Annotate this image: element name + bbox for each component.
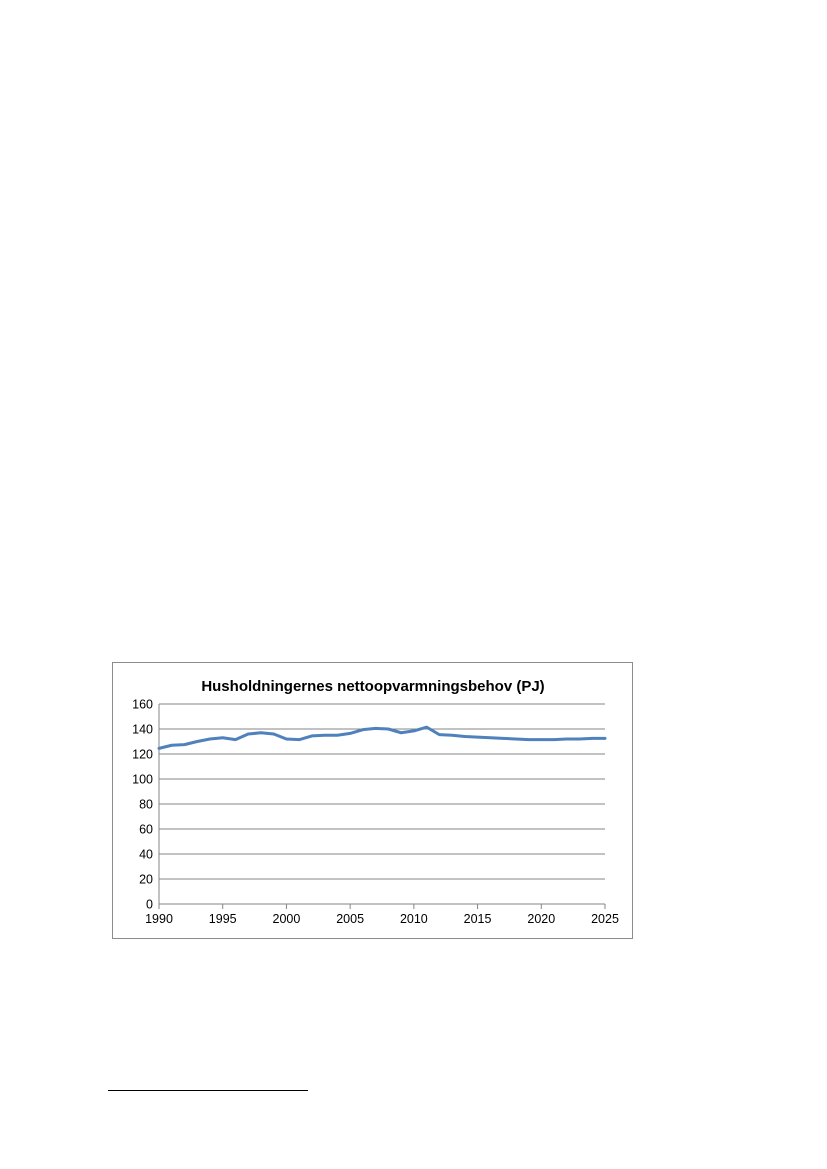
y-tick-label: 160 (132, 697, 153, 712)
data-point (502, 737, 504, 739)
data-point (323, 734, 325, 736)
data-point (566, 738, 568, 740)
data-point (553, 738, 555, 740)
y-tick-label: 100 (132, 772, 153, 787)
line-chart (113, 663, 632, 938)
data-point (489, 737, 491, 739)
data-point (260, 732, 262, 734)
data-point (285, 738, 287, 740)
x-tick-label: 2020 (527, 912, 556, 926)
data-point (578, 738, 580, 740)
data-point (247, 733, 249, 735)
y-tick-label: 60 (139, 822, 153, 837)
data-point (234, 738, 236, 740)
data-point (515, 738, 517, 740)
data-point (362, 728, 364, 730)
data-point (476, 736, 478, 738)
data-point (196, 740, 198, 742)
data-point (387, 728, 389, 730)
data-point (451, 734, 453, 736)
y-tick-label: 0 (146, 897, 153, 912)
x-tick-label: 2000 (272, 912, 301, 926)
x-tick-label: 2010 (399, 912, 428, 926)
data-point (171, 744, 173, 746)
y-tick-label: 40 (139, 847, 153, 862)
x-tick-label: 2015 (463, 912, 492, 926)
data-point (272, 733, 274, 735)
data-point (209, 738, 211, 740)
data-point (604, 737, 606, 739)
data-point (311, 735, 313, 737)
data-point (298, 738, 300, 740)
x-tick-label: 1995 (208, 912, 237, 926)
data-point (349, 732, 351, 734)
data-point (591, 737, 593, 739)
data-point (540, 738, 542, 740)
tick-labels (132, 698, 619, 927)
footnote-divider (108, 1090, 308, 1091)
data-point (527, 738, 529, 740)
data-point (374, 727, 376, 729)
y-tick-label: 140 (132, 722, 153, 737)
gridlines (159, 704, 605, 904)
x-tick-label: 2025 (591, 912, 619, 926)
data-point (400, 732, 402, 734)
data-point (413, 730, 415, 732)
y-tick-label: 80 (139, 797, 153, 812)
y-tick-label: 120 (132, 747, 153, 762)
data-point (183, 743, 185, 745)
x-tick-label: 1990 (145, 912, 173, 926)
series-line-0 (159, 727, 605, 748)
y-tick-label: 20 (139, 872, 153, 887)
data-point (438, 733, 440, 735)
x-tick-label: 2005 (336, 912, 365, 926)
data-point (425, 726, 427, 728)
axes (159, 704, 605, 909)
chart-title: Husholdningernes nettoopvarmningsbehov (PJ) (201, 678, 545, 695)
data-point (222, 737, 224, 739)
data-point (464, 735, 466, 737)
chart-frame (112, 662, 633, 939)
data-point (158, 747, 160, 749)
data-point (336, 734, 338, 736)
